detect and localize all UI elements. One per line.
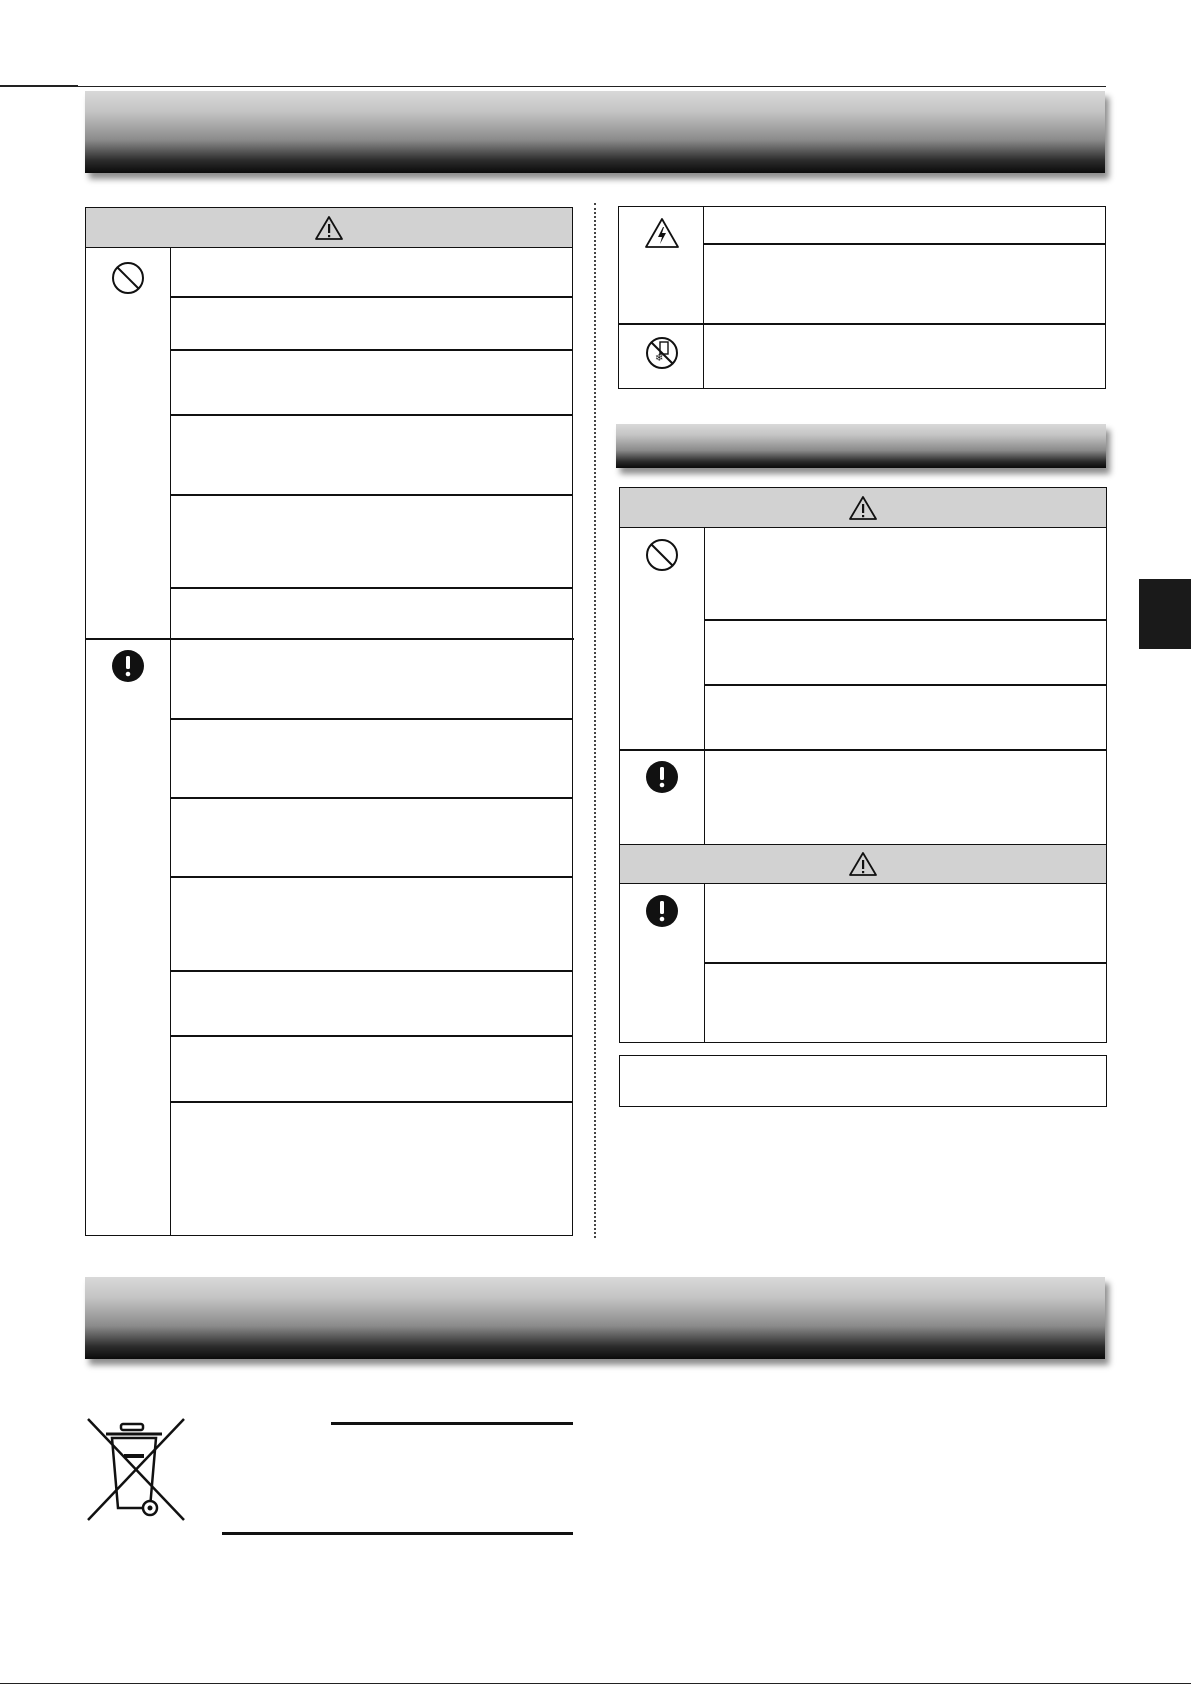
row-separator — [705, 684, 1106, 686]
warning-triangle-icon — [848, 495, 878, 521]
section-header-band-3 — [85, 1277, 1105, 1359]
row-separator — [171, 797, 572, 799]
right-warning-header — [620, 488, 1106, 528]
group-separator — [86, 638, 574, 640]
row-separator — [705, 962, 1106, 964]
left-icon-column — [86, 248, 171, 1235]
section-header-band-2 — [616, 424, 1106, 468]
column-divider — [594, 203, 596, 1238]
right-warning-caution-table — [619, 487, 1107, 1043]
disposal-heading-rule — [331, 1422, 573, 1425]
row-separator — [171, 494, 572, 496]
top-rule — [78, 86, 1106, 87]
row-separator — [171, 1101, 572, 1103]
mandatory-exclamation-icon — [111, 649, 145, 683]
right-caution-header — [620, 844, 1106, 884]
row-separator — [619, 323, 1105, 325]
no-freeze-icon — [644, 335, 680, 371]
row-separator — [171, 970, 572, 972]
bottom-rule — [0, 1683, 1191, 1684]
left-warning-table — [85, 207, 573, 1236]
right-icon-column-upper — [620, 528, 705, 844]
row-separator — [171, 296, 572, 298]
warning-triangle-icon — [314, 215, 344, 241]
mandatory-exclamation-icon — [645, 894, 679, 928]
top-rule-left — [0, 85, 78, 87]
row-separator — [171, 718, 572, 720]
row-separator — [171, 1035, 572, 1037]
disposal-bottom-rule — [222, 1532, 573, 1535]
right-top-table — [618, 206, 1106, 389]
note-box — [619, 1055, 1107, 1107]
row-separator — [705, 619, 1106, 621]
section-header-band-1 — [85, 91, 1105, 173]
row-separator — [171, 414, 572, 416]
left-warning-header — [86, 208, 572, 248]
prohibited-circle-icon — [644, 537, 680, 573]
warning-triangle-icon — [848, 851, 878, 877]
row-separator — [171, 349, 572, 351]
row-separator — [171, 587, 572, 589]
row-separator — [171, 876, 572, 878]
row-separator — [704, 243, 1105, 245]
crossed-out-bin-icon — [84, 1416, 188, 1524]
group-separator — [620, 749, 1106, 751]
chapter-side-tab — [1139, 579, 1191, 649]
electric-shock-icon — [644, 217, 680, 249]
svg-text:❄: ❄ — [655, 353, 664, 364]
mandatory-exclamation-icon — [645, 760, 679, 794]
prohibited-circle-icon — [110, 260, 146, 296]
